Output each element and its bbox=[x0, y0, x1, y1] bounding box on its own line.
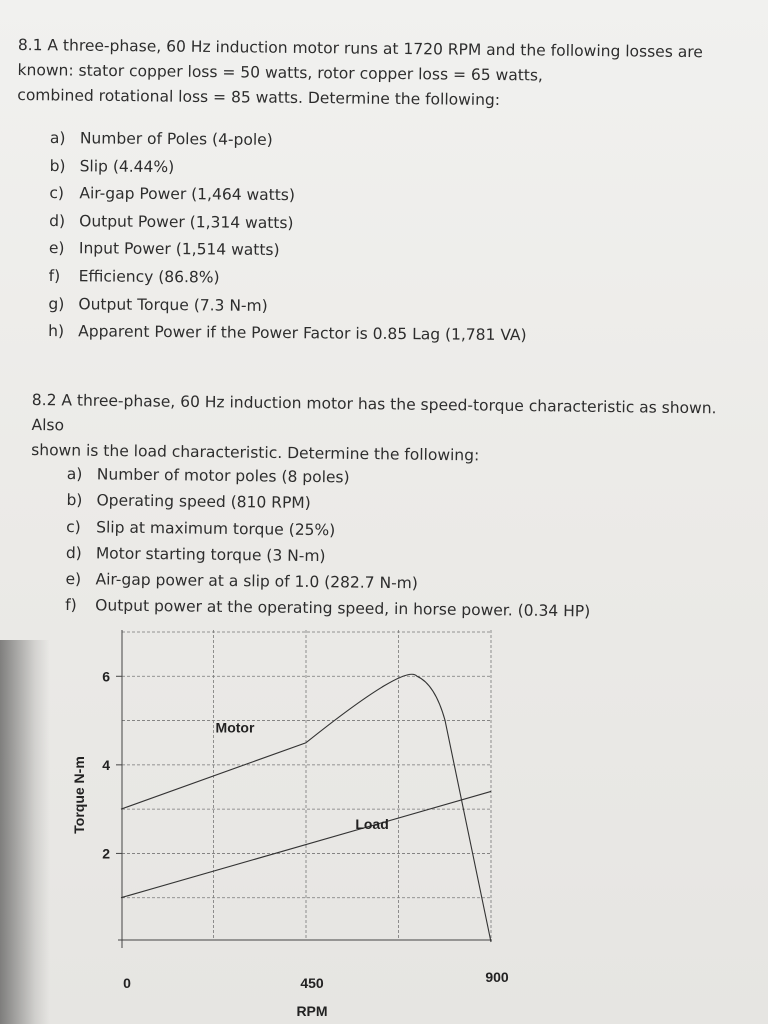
item-letter: a) bbox=[66, 464, 83, 484]
item-letter: f) bbox=[65, 596, 77, 615]
item-letter: c) bbox=[66, 517, 81, 536]
item-text: Apparent Power if the Power Factor is 0.85 Lag (1,781 VA) bbox=[78, 322, 527, 345]
list-item bbox=[48, 318, 527, 350]
item-text: Slip at maximum torque (25%) bbox=[96, 517, 336, 539]
item-text: Number of motor poles (8 poles) bbox=[96, 465, 350, 487]
item-text: Output power at the operating speed, in horse power. (0.34 HP) bbox=[95, 596, 591, 621]
item-text: Slip (4.44%) bbox=[79, 156, 175, 176]
item-letter: d) bbox=[65, 543, 82, 563]
item-text: Efficiency (86.8%) bbox=[78, 267, 220, 287]
item-letter: c) bbox=[49, 184, 65, 203]
x-tick-label: 900 bbox=[485, 969, 509, 985]
item-letter: d) bbox=[49, 211, 66, 230]
problem-8-2-items bbox=[65, 461, 592, 625]
x-tick-label: 0 bbox=[123, 975, 131, 991]
y-tick-label: 4 bbox=[102, 756, 110, 773]
item-text: Operating speed (810 RPM) bbox=[96, 491, 311, 513]
y-tick-label: 2 bbox=[102, 845, 110, 862]
list-item bbox=[49, 208, 528, 240]
item-letter: h) bbox=[48, 322, 65, 341]
y-tick-label: 6 bbox=[102, 668, 110, 685]
list-item bbox=[49, 180, 528, 212]
item-letter: b) bbox=[49, 156, 66, 175]
problem-8-2-statement bbox=[31, 388, 752, 472]
item-text: Input Power (1,514 watts) bbox=[78, 239, 280, 260]
item-letter: e) bbox=[48, 239, 65, 258]
list-item bbox=[48, 291, 527, 323]
x-tick-label: 450 bbox=[300, 975, 324, 991]
item-letter: e) bbox=[65, 570, 82, 589]
item-letter: a) bbox=[49, 128, 66, 148]
problem-8-2-line-1: 8.2 A three-phase, 60 Hz induction motor has the speed-torque characteristic as shown. Also bbox=[31, 390, 717, 435]
item-text: Air-gap Power (1,464 watts) bbox=[79, 184, 296, 205]
list-item bbox=[49, 263, 528, 295]
item-text: Number of Poles (4-pole) bbox=[79, 129, 273, 149]
list-item bbox=[50, 153, 529, 185]
series-label-motor: Motor bbox=[215, 719, 255, 736]
item-text: Air-gap power at a slip of 1.0 (282.7 N-m) bbox=[95, 570, 418, 593]
chart-canvas bbox=[60, 620, 520, 1024]
problem-8-1-line-3: combined rotational loss = 85 watts. Determine the following: bbox=[17, 85, 501, 110]
list-item bbox=[50, 125, 529, 157]
item-letter: b) bbox=[66, 491, 83, 510]
item-letter: f) bbox=[48, 266, 61, 286]
item-text: Output Torque (7.3 N-m) bbox=[78, 294, 268, 315]
item-text: Output Power (1,314 watts) bbox=[79, 212, 294, 232]
x-axis-label: RPM bbox=[296, 1003, 328, 1019]
series-label-load: Load bbox=[355, 815, 389, 832]
y-axis-label: Torque N-m bbox=[71, 756, 87, 834]
photo-shadow bbox=[0, 640, 50, 1024]
problem-8-1-statement bbox=[17, 33, 738, 116]
problem-8-1-items bbox=[48, 125, 528, 350]
item-letter: g) bbox=[48, 294, 65, 313]
problem-8-1-line-2: known: stator copper loss = 50 watts, rotor copper loss = 65 watts, bbox=[17, 60, 543, 85]
item-text: Motor starting torque (3 N-m) bbox=[95, 544, 326, 566]
speed-torque-chart bbox=[60, 620, 520, 1024]
problem-8-2-line-2: shown is the load characteristic. Determine the following: bbox=[31, 440, 480, 465]
list-item bbox=[49, 235, 528, 267]
problem-8-1-line-1: 8.1 A three-phase, 60 Hz induction motor runs at 1720 RPM and the following losses are bbox=[17, 35, 703, 62]
